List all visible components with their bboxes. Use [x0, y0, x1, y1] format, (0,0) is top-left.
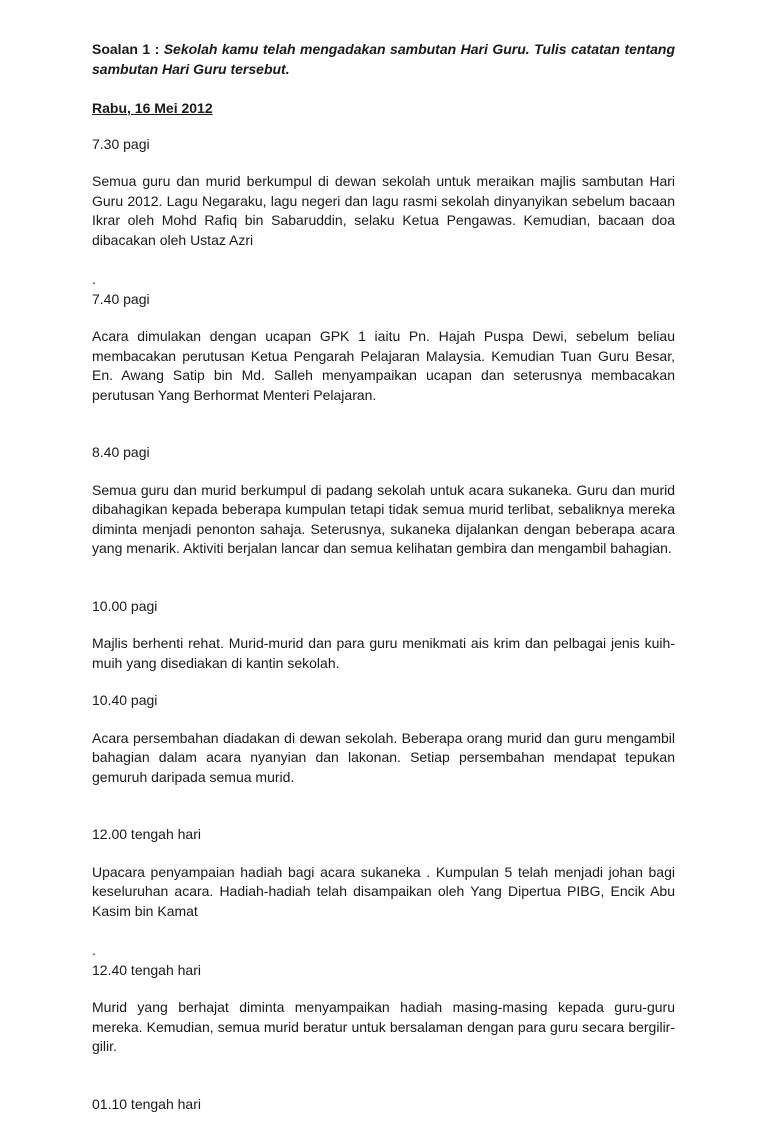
entry-paragraph: Acara dimulakan dengan ucapan GPK 1 iaitu Pn. Hajah Puspa Dewi, sebelum beliau membacakan perutusan Ketua Pengarah Pelajaran Malaysia. Kemudian Tuan Guru Besar, En. Awang Satip bin Md. Salleh menyampaikan ucapan dan seterusnya membacakan perutusan Yang Berhormat Menteri Pelajaran. — [92, 328, 675, 403]
trailing-dot: . — [92, 271, 96, 287]
time-heading: 12.40 tengah hari — [92, 961, 201, 978]
entry-paragraph: Upacara penyampaian hadiah bagi acara sukaneka . Kumpulan 5 telah menjadi johan bagi keseluruhan acara. Hadiah-hadiah telah disampaikan oleh Yang Dipertua PIBG, Encik Abu Kasim bin Kamat — [92, 863, 675, 919]
question-heading — [92, 40, 675, 79]
time-heading: 12.00 tengah hari — [92, 826, 201, 842]
time-heading: 7.30 pagi — [92, 135, 150, 152]
question-label: Soalan 1 : — [92, 41, 164, 57]
document-page — [92, 40, 675, 1132]
time-heading: 8.40 pagi — [92, 444, 150, 460]
entry-paragraph: Acara persembahan diadakan di dewan sekolah. Beberapa orang murid dan guru mengambil bahagian dalam acara nyanyian dan lakonan. Setiap persembahan mendapat tepukan gemuruh daripada semua murid. — [92, 729, 675, 785]
entry-paragraph: Semua guru dan murid berkumpul di dewan sekolah untuk meraikan majlis sambutan Hari Guru 2012. Lagu Negaraku, lagu negeri dan lagu rasmi sekolah dinyanyikan sebelum bacaan Ikrar oleh Mohd Rafiq bin Sabaruddin, selaku Ketua Pengawas. Kemudian, bacaan doa dibacakan oleh Ustaz Azri — [92, 173, 675, 248]
time-heading: 01.10 tengah hari — [92, 1095, 201, 1112]
question-text: Sekolah kamu telah mengadakan sambutan Hari Guru. Tulis catatan tentang sambutan Hari Guru tersebut. — [92, 41, 675, 77]
time-heading: 10.40 pagi — [92, 692, 158, 708]
entry-date: Rabu, 16 Mei 2012 — [92, 100, 213, 116]
time-heading: 10.00 pagi — [92, 597, 158, 614]
entry-paragraph: Semua guru dan murid berkumpul di padang sekolah untuk acara sukaneka. Guru dan murid dibahagikan kepada beberapa kumpulan tetapi tidak semua murid terlibat, sebaliknya mereka diminta menjadi penonton sahaja. Seterusnya, sukaneka dijalankan dengan beberapa acara yang menarik. Aktiviti berjalan lancar dan semua kelihatan gembira dan mengambil bahagian. — [92, 481, 675, 556]
entry-paragraph: Majlis berhenti rehat. Murid-murid dan para guru menikmati ais krim dan pelbagai jenis kuih-muih yang disediakan di kantin sekolah. — [92, 635, 675, 671]
trailing-dot: . — [92, 942, 96, 958]
time-heading: 7.40 pagi — [92, 290, 150, 307]
entry-paragraph: Murid yang berhajat diminta menyampaikan hadiah masing-masing kepada guru-guru mereka. Kemudian, semua murid beratur untuk bersalaman dengan para guru secara bergilir-gilir. — [92, 999, 675, 1054]
